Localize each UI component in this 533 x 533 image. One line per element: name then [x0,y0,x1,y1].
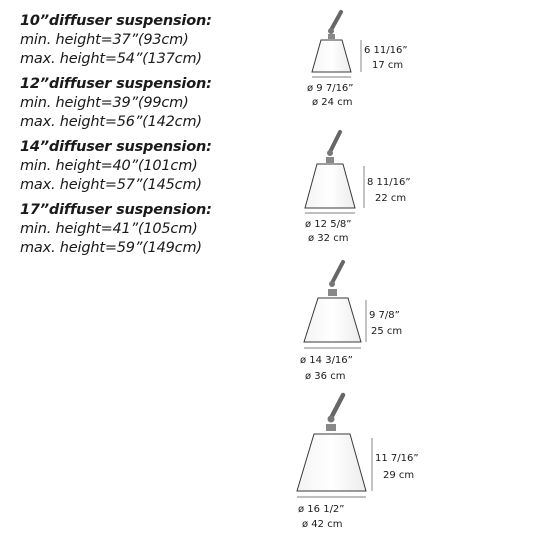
diameter-cm: ø 24 cm [312,97,353,108]
lamp-shade [305,164,355,208]
lamp-joint [329,281,335,287]
height-cm: 17 cm [372,60,404,71]
height-inches: 8 11/16” [367,177,411,188]
lamp-joint [328,28,334,34]
lamp-socket [328,289,337,296]
spec-max-height: max. height=56”(142cm) [20,114,202,130]
diameter-cm: ø 32 cm [308,233,349,244]
height-cm: 29 cm [383,470,415,481]
lamp-socket [326,157,334,163]
lamp-shade [304,298,361,342]
lamp-arm [331,12,341,30]
lamp-drawing-10 [307,12,408,108]
height-inches: 6 11/16” [364,45,408,56]
spec-max-height: max. height=54”(137cm) [20,51,202,67]
spec-title: 14”diffuser suspension: [20,139,212,155]
diameter-cm: ø 36 cm [305,371,346,382]
lamp-joint [328,416,335,423]
lamp-joint [327,150,333,156]
spec-min-height: min. height=37”(93cm) [20,32,189,48]
spec-max-height: max. height=57”(145cm) [20,177,202,193]
spec-min-height: min. height=39”(99cm) [20,95,189,111]
lamp-arm [332,262,343,283]
spec-title: 17”diffuser suspension: [20,202,212,218]
diameter-inches: ø 12 5/8” [305,219,352,230]
lamp-socket [328,34,335,39]
lamp-arm [331,395,343,418]
diameter-inches: ø 9 7/16” [307,83,354,94]
lamp-drawing-14 [300,262,402,382]
spec-title: 10”diffuser suspension: [20,13,212,29]
diameter-inches: ø 14 3/16” [300,355,353,366]
spec-min-height: min. height=41”(105cm) [20,221,198,237]
lamp-shade [312,40,351,72]
lamp-drawing-12 [305,132,411,244]
height-cm: 25 cm [371,326,403,337]
height-cm: 22 cm [375,193,407,204]
spec-min-height: min. height=40”(101cm) [20,158,198,174]
lamp-drawing-17 [297,395,419,530]
lamp-shade [297,434,366,491]
height-inches: 9 7/8” [369,310,400,321]
diameter-inches: ø 16 1/2” [298,504,345,515]
lamp-arm [330,132,340,152]
spec-title: 12”diffuser suspension: [20,76,212,92]
lamp-socket [326,424,336,431]
height-inches: 11 7/16” [375,453,419,464]
spec-max-height: max. height=59”(149cm) [20,240,202,256]
diameter-cm: ø 42 cm [302,519,343,530]
